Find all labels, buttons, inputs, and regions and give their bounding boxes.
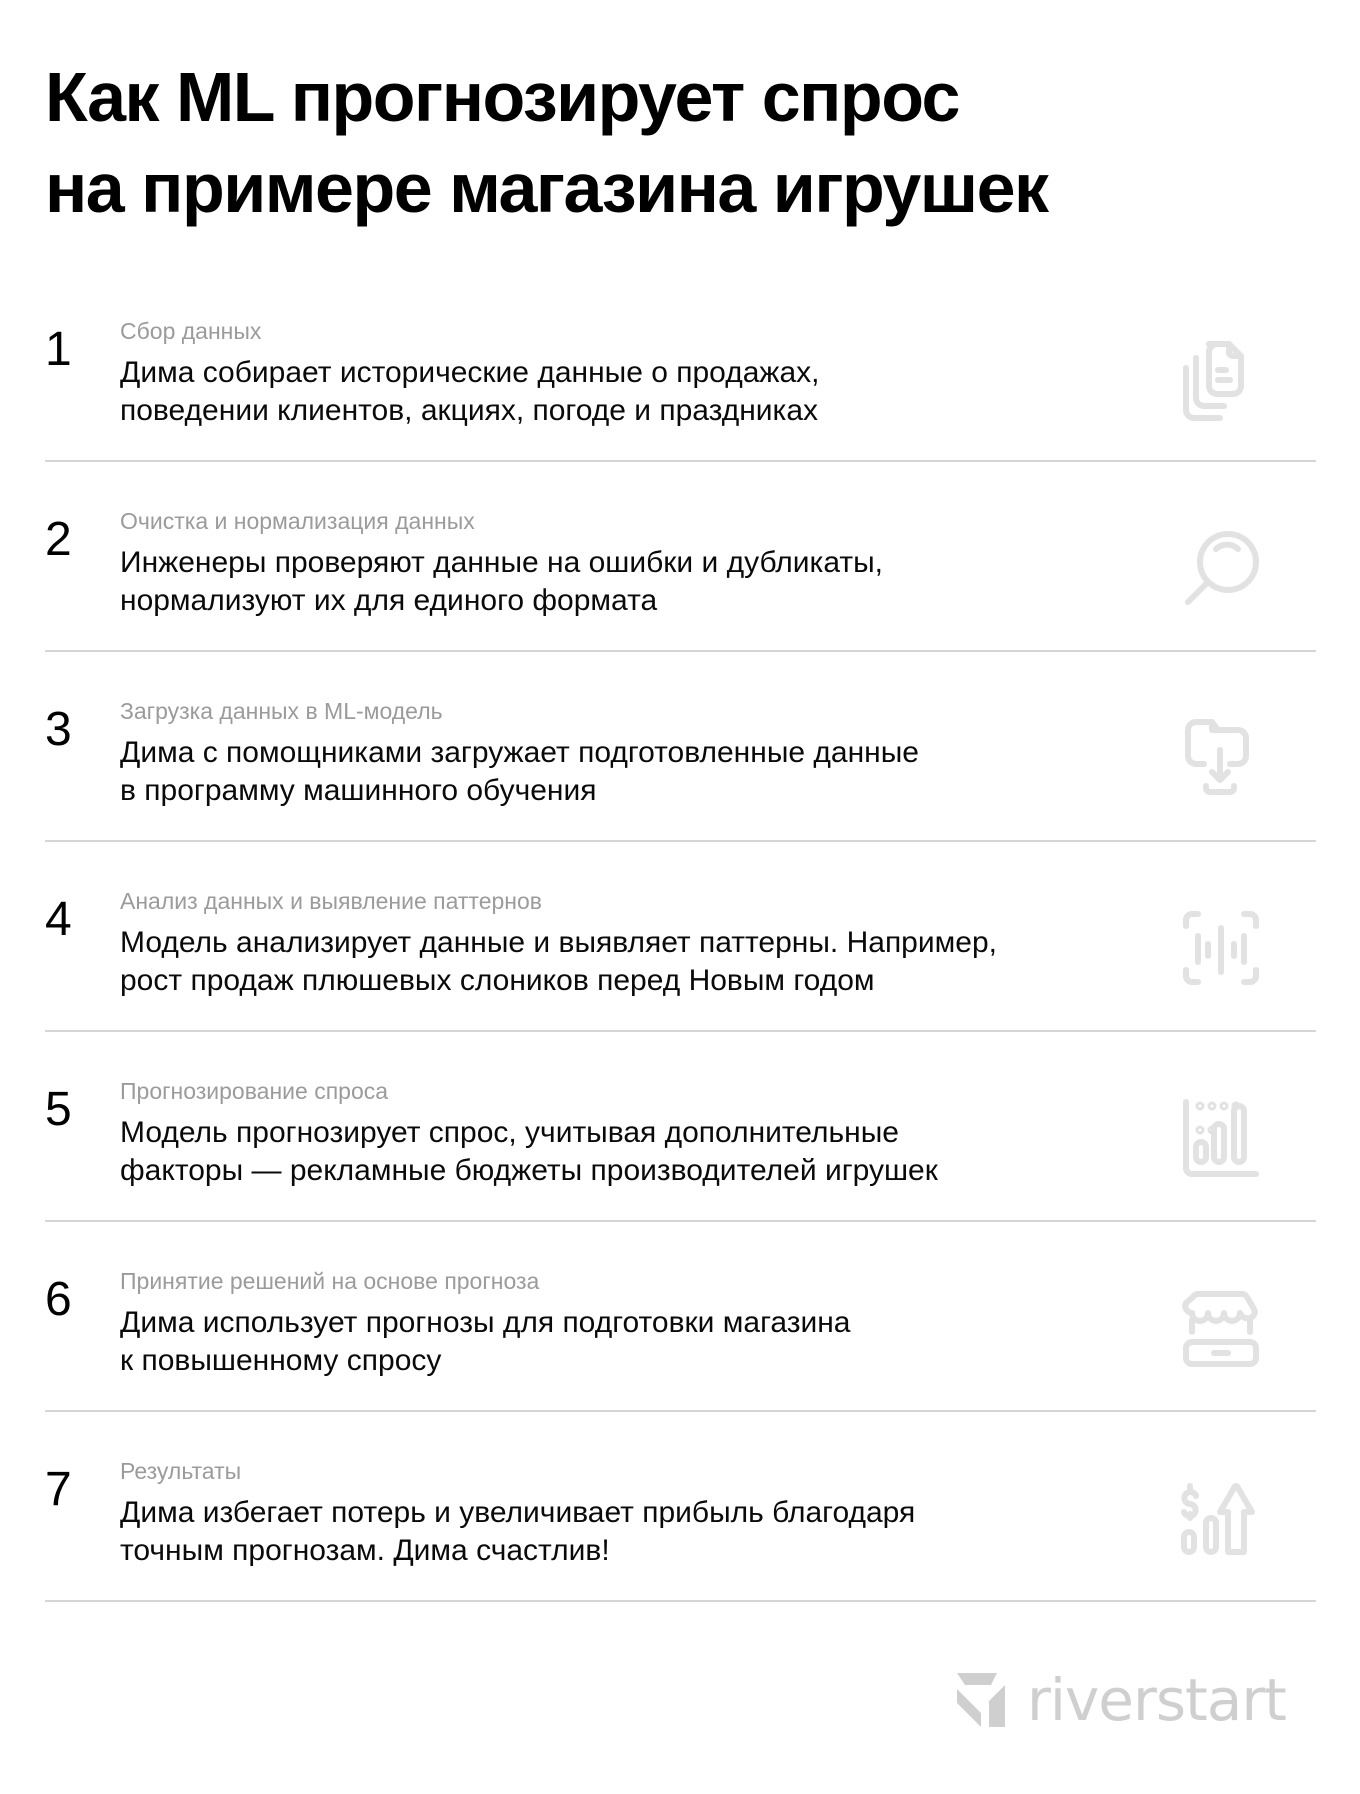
profit-growth-icon bbox=[1176, 1474, 1266, 1564]
step-number: 2 bbox=[45, 513, 72, 566]
step-description-line: поведении клиентов, акциях, погоде и праздниках bbox=[120, 394, 819, 427]
step-description bbox=[120, 354, 1120, 430]
step-description bbox=[120, 1114, 1120, 1190]
step-item bbox=[45, 1222, 1316, 1412]
documents-icon bbox=[1176, 334, 1266, 424]
step-number: 3 bbox=[45, 703, 72, 756]
step-item bbox=[45, 272, 1316, 462]
step-subtitle: Прогнозирование спроса bbox=[120, 1078, 389, 1104]
step-subtitle: Принятие решений на основе прогноза bbox=[120, 1268, 540, 1294]
step-description-line: Модель анализирует данные и выявляет паттерны. Например, bbox=[120, 926, 997, 959]
steps-list bbox=[45, 272, 1316, 1602]
folder-download-icon bbox=[1176, 714, 1266, 804]
step-subtitle: Анализ данных и выявление паттернов bbox=[120, 888, 542, 914]
bar-chart-icon bbox=[1176, 1094, 1266, 1184]
step-description bbox=[120, 1304, 1120, 1380]
step-item bbox=[45, 842, 1316, 1032]
step-number: 5 bbox=[45, 1083, 72, 1136]
step-description bbox=[120, 734, 1120, 810]
step-description-line: рост продаж плюшевых слоников перед Новым годом bbox=[120, 964, 875, 997]
step-description-line: нормализуют их для единого формата bbox=[120, 584, 658, 617]
step-subtitle: Очистка и нормализация данных bbox=[120, 508, 475, 534]
logo-text: riverstart bbox=[1027, 1666, 1286, 1734]
step-subtitle: Результаты bbox=[120, 1458, 242, 1484]
title-line-2: на примере магазина игрушек bbox=[45, 149, 1048, 227]
scan-waveform-icon bbox=[1176, 904, 1266, 994]
brand-logo bbox=[955, 1668, 1317, 1732]
step-number: 4 bbox=[45, 893, 72, 946]
step-description-line: Дима с помощниками загружает подготовленные данные bbox=[120, 736, 919, 769]
step-description-line: к повышенному спросу bbox=[120, 1344, 442, 1377]
step-subtitle: Загрузка данных в ML-модель bbox=[120, 698, 443, 724]
step-subtitle: Сбор данных bbox=[120, 318, 262, 344]
step-number: 7 bbox=[45, 1463, 72, 1516]
riverstart-logo-icon bbox=[955, 1671, 1013, 1729]
step-description bbox=[120, 1494, 1120, 1570]
step-description-line: Дима избегает потерь и увеличивает прибыль благодаря bbox=[120, 1496, 916, 1529]
step-description-line: Инженеры проверяют данные на ошибки и дубликаты, bbox=[120, 546, 884, 579]
step-item bbox=[45, 462, 1316, 652]
step-number: 1 bbox=[45, 323, 72, 376]
page-title bbox=[45, 52, 1048, 234]
step-description-line: точным прогнозам. Дима счастлив! bbox=[120, 1534, 610, 1567]
step-description bbox=[120, 924, 1120, 1000]
step-description bbox=[120, 544, 1120, 620]
step-item bbox=[45, 652, 1316, 842]
step-number: 6 bbox=[45, 1273, 72, 1326]
step-description-line: Модель прогнозирует спрос, учитывая дополнительные bbox=[120, 1116, 899, 1149]
step-description-line: в программу машинного обучения bbox=[120, 774, 597, 807]
step-item bbox=[45, 1032, 1316, 1222]
magnifier-icon bbox=[1176, 524, 1266, 614]
step-description-line: факторы — рекламные бюджеты производителей игрушек bbox=[120, 1154, 938, 1187]
step-description-line: Дима использует прогнозы для подготовки магазина bbox=[120, 1306, 851, 1339]
step-item bbox=[45, 1412, 1316, 1602]
step-description-line: Дима собирает исторические данные о продажах, bbox=[120, 356, 820, 389]
storefront-icon bbox=[1176, 1284, 1266, 1374]
title-line-1: Как ML прогнозирует спрос bbox=[45, 58, 959, 136]
